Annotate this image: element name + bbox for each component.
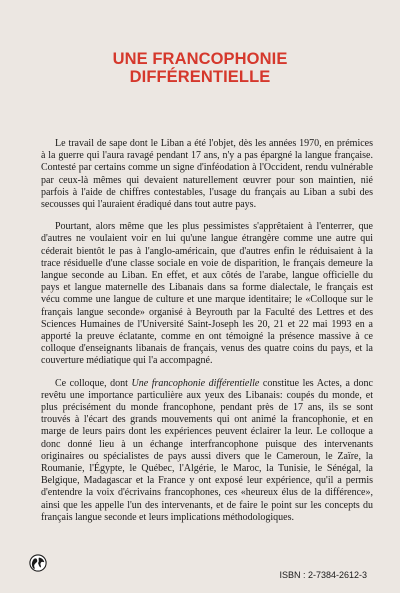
paragraph-3-rest: constitue les Actes, a donc revêtu une importance particulière aux yeux des Libanais: coupés du monde, et plus précisément du monde francophone, pendant près de 17 ans, ils se sont trouvés à l'écart des grands mouvements qui ont animé la francophonie, et en marge de leurs pairs dont les expériences peuvent éclairer la leur. Le colloque a donc donné lieu à un échange interfrancophone puisque des intervenants originaires ou spécialistes de pays aussi divers que le Cameroun, le Zaïre, la Roumanie, l'Égypte, le Québec, l'Algérie, le Maroc, la Tunisie, le Sénégal, la Belgique, Madagascar et la France y ont exposé leur expérience, qu'il a permis d'entendre la voix d'écrivains francophones, ces «heureux élus de la différence», ainsi que les appelle l'un des intervenants, et de faire le point sur les concepts du français langue seconde et leurs implications méthodologiques.: [41, 377, 373, 523]
title-line-2: DIFFÉRENTIELLE: [129, 68, 271, 86]
title-line-1: UNE FRANCOPHONIE: [112, 50, 288, 68]
isbn-number: ISBN : 2-7384-2612-3: [279, 570, 367, 580]
globe-icon: [29, 554, 47, 572]
paragraph-1: Le travail de sape dont le Liban a été l'objet, dès les années 1970, en prémices à la guerre qui l'aura ravagé pendant 17 ans, n'y a pas épargné la langue française. Contesté par certains comme un signe d'inféodation à l'Occident, rendu vulnérable par ceux-là mêmes qui devaient naturellement œuvrer pour son maintien, nié parfois à l'aide de chiffres contestables, l'usage du français au Liban a subi des secousses qui l'auraient éradiqué dans tout autre pays.: [41, 138, 373, 211]
paragraph-3-start: Ce colloque, dont: [55, 377, 132, 389]
book-title-italic: Une francophonie différentielle: [131, 377, 260, 389]
paragraph-2: Pourtant, alors même que les plus pessimistes s'apprêtaient à l'enterrer, que d'autres ne voulaient voir en lui qu'une langue étrangère comme une autre qui céderait bientôt le pas à l'anglo-américain, que d'autres enfin le réduisaient à la trace résiduelle d'une classe sociale en voie de disparition, le français demeure la langue seconde au Liban. En effet, et aux côtés de l'arabe, langue officielle du pays et langue maternelle des Libanais dans sa forme dialectale, le français est vécu comme une langue de culture et une marque identitaire; le «Colloque sur le français langue seconde» organisé à Beyrouth par la Faculté des Lettres et des Sciences Humaines de l'Université Saint-Joseph les 20, 21 et 22 mai 1993 en a apporté la preuve éclatante, comme en ont témoigné la présence massive à ce colloque d'enseignants libanais de français, venus des quatre coins du pays, et la couverture médiatique qui l'a accompagné.: [41, 221, 373, 367]
paragraph-3: [41, 378, 373, 524]
back-cover-blurb: [41, 138, 373, 524]
book-title: [0, 50, 400, 86]
